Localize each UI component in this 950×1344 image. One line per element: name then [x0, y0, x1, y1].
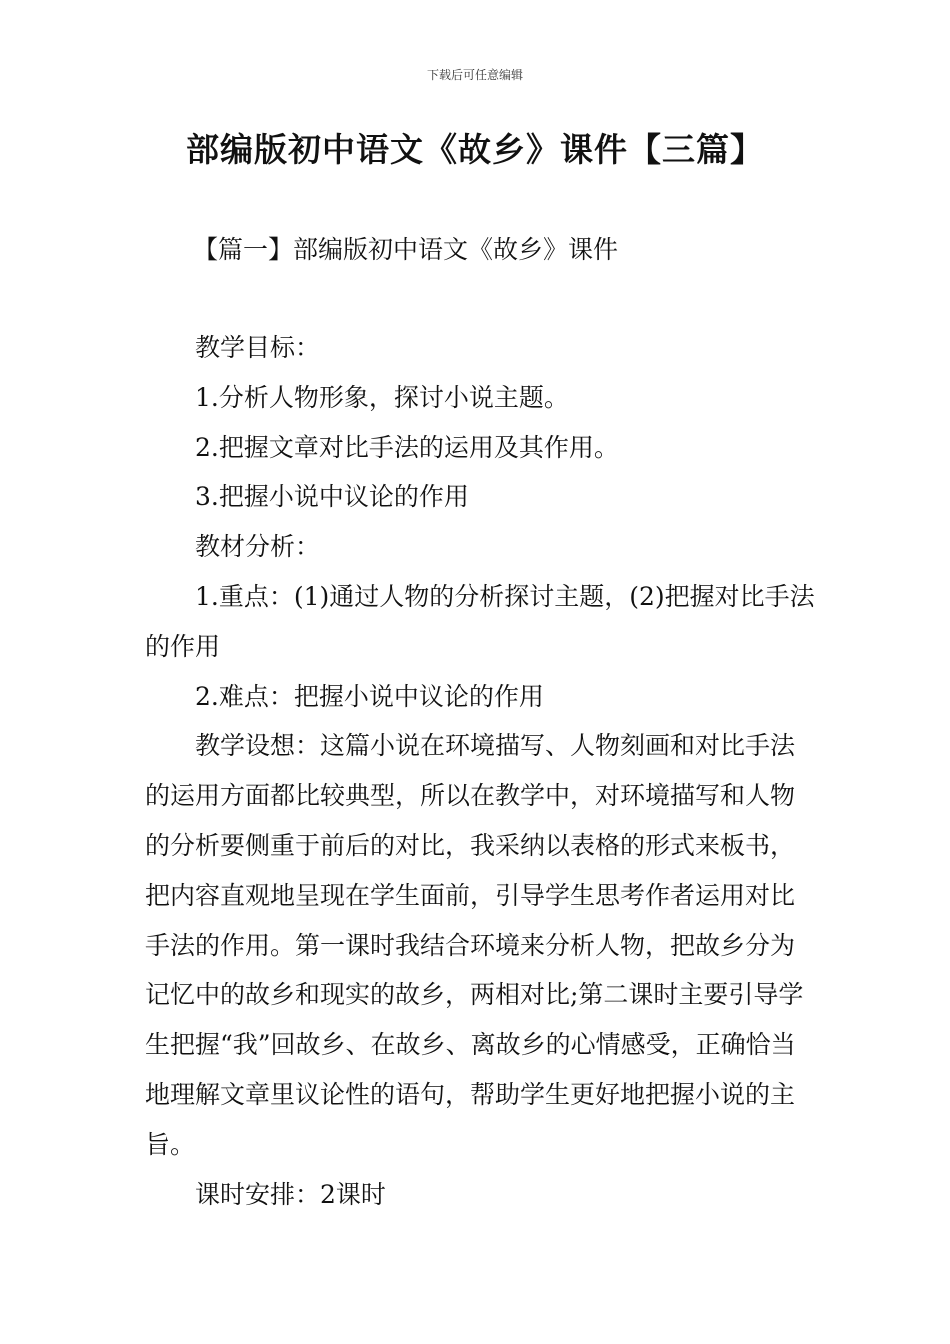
- paragraph-teaching-design: 教学设想：这篇小说在环境描写、人物刻画和对比手法的运用方面都比较典型，所以在教学中，对环境描写和人物的分析要侧重于前后的对比，我采纳以表格的形式来板书，把内容直观地呈现在学生面前，引导学生思考作者运用对比手法的作用。第一课时我结合环境来分析人物，把故乡分为记忆中的故乡和现实的故乡，两相对比;第二课时主要引导学生把握“我”回故乡、在故乡、离故乡的心情感受，正确恰当地理解文章里议论性的语句，帮助学生更好地把握小说的主旨。: [145, 731, 804, 1159]
- paragraph-key-points: 1.重点：(1)通过人物的分析探讨主题，(2)把握对比手法的作用: [145, 581, 815, 661]
- header-note: 下载后可任意编辑: [426, 68, 523, 82]
- document-title: 部编版初中语文《故乡》课件【三篇】: [186, 130, 764, 169]
- paragraph-goal-3: 3.把握小说中议论的作用: [195, 482, 469, 512]
- paragraph-goal-1: 1.分析人物形象，探讨小说主题。: [195, 382, 569, 412]
- paragraph-material-analysis-label: 教材分析：: [195, 532, 321, 562]
- section-heading: 【篇一】部编版初中语文《故乡》课件: [193, 235, 619, 264]
- paragraph-difficulty: 2.难点：把握小说中议论的作用: [195, 681, 544, 711]
- document-body: [145, 323, 815, 1219]
- paragraph-goal-2: 2.把握文章对比手法的运用及其作用。: [195, 432, 619, 462]
- paragraph-schedule: 课时安排：2课时: [195, 1179, 386, 1209]
- paragraph-teaching-goals-label: 教学目标：: [195, 333, 321, 362]
